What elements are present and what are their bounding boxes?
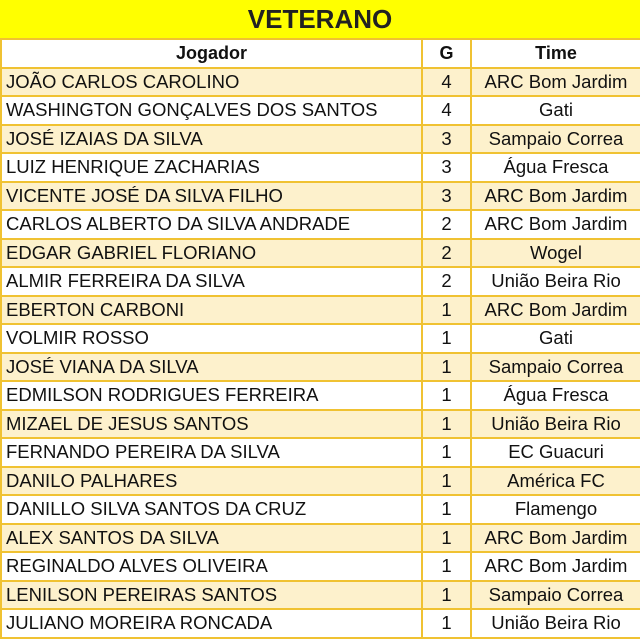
- team-cell: Água Fresca: [471, 381, 640, 410]
- goals-cell: 4: [422, 68, 471, 97]
- player-cell: WASHINGTON GONÇALVES DOS SANTOS: [1, 96, 422, 125]
- player-cell: DANILLO SILVA SANTOS DA CRUZ: [1, 495, 422, 524]
- team-cell: EC Guacuri: [471, 438, 640, 467]
- team-cell: União Beira Rio: [471, 410, 640, 439]
- goals-cell: 1: [422, 410, 471, 439]
- table-row: [1, 524, 640, 553]
- player-cell: JOSÉ IZAIAS DA SILVA: [1, 125, 422, 154]
- team-cell: Gati: [471, 324, 640, 353]
- goals-cell: 1: [422, 609, 471, 638]
- header-row: [1, 39, 640, 68]
- player-cell: ALMIR FERREIRA DA SILVA: [1, 267, 422, 296]
- goals-cell: 1: [422, 524, 471, 553]
- table-row: [1, 381, 640, 410]
- goals-cell: 1: [422, 438, 471, 467]
- player-cell: EDMILSON RODRIGUES FERREIRA: [1, 381, 422, 410]
- team-cell: ARC Bom Jardim: [471, 68, 640, 97]
- player-cell: LUIZ HENRIQUE ZACHARIAS: [1, 153, 422, 182]
- goals-cell: 1: [422, 581, 471, 610]
- goals-cell: 1: [422, 353, 471, 382]
- goals-cell: 4: [422, 96, 471, 125]
- table-row: [1, 96, 640, 125]
- goals-cell: 1: [422, 552, 471, 581]
- goals-cell: 1: [422, 381, 471, 410]
- player-cell: FERNANDO PEREIRA DA SILVA: [1, 438, 422, 467]
- table-row: [1, 410, 640, 439]
- goals-cell: 3: [422, 153, 471, 182]
- goals-cell: 2: [422, 267, 471, 296]
- player-cell: ALEX SANTOS DA SILVA: [1, 524, 422, 553]
- player-cell: DANILO PALHARES: [1, 467, 422, 496]
- table-row: [1, 153, 640, 182]
- table-row: [1, 182, 640, 211]
- goals-cell: 1: [422, 495, 471, 524]
- table-row: [1, 125, 640, 154]
- team-cell: Gati: [471, 96, 640, 125]
- team-cell: Sampaio Correa: [471, 125, 640, 154]
- header-team: Time: [471, 39, 640, 68]
- team-cell: Sampaio Correa: [471, 581, 640, 610]
- team-cell: ARC Bom Jardim: [471, 524, 640, 553]
- team-cell: ARC Bom Jardim: [471, 296, 640, 325]
- header-goals: G: [422, 39, 471, 68]
- player-cell: EDGAR GABRIEL FLORIANO: [1, 239, 422, 268]
- team-cell: Água Fresca: [471, 153, 640, 182]
- player-cell: JULIANO MOREIRA RONCADA: [1, 609, 422, 638]
- player-cell: VOLMIR ROSSO: [1, 324, 422, 353]
- goals-cell: 1: [422, 467, 471, 496]
- table-row: [1, 68, 640, 97]
- table-title: VETERANO: [0, 0, 640, 38]
- table-row: [1, 495, 640, 524]
- team-cell: Flamengo: [471, 495, 640, 524]
- goals-cell: 1: [422, 296, 471, 325]
- player-cell: REGINALDO ALVES OLIVEIRA: [1, 552, 422, 581]
- table-row: [1, 210, 640, 239]
- player-cell: MIZAEL DE JESUS SANTOS: [1, 410, 422, 439]
- table-row: [1, 581, 640, 610]
- team-cell: ARC Bom Jardim: [471, 210, 640, 239]
- table-row: [1, 324, 640, 353]
- player-cell: LENILSON PEREIRAS SANTOS: [1, 581, 422, 610]
- player-cell: CARLOS ALBERTO DA SILVA ANDRADE: [1, 210, 422, 239]
- table-row: [1, 296, 640, 325]
- scorers-table: [0, 38, 640, 639]
- table-row: [1, 239, 640, 268]
- goals-cell: 3: [422, 182, 471, 211]
- goals-cell: 1: [422, 324, 471, 353]
- player-cell: VICENTE JOSÉ DA SILVA FILHO: [1, 182, 422, 211]
- goals-cell: 3: [422, 125, 471, 154]
- table-row: [1, 552, 640, 581]
- table-row: [1, 353, 640, 382]
- team-cell: União Beira Rio: [471, 609, 640, 638]
- header-player: Jogador: [1, 39, 422, 68]
- goals-cell: 2: [422, 239, 471, 268]
- player-cell: EBERTON CARBONI: [1, 296, 422, 325]
- player-cell: JOSÉ VIANA DA SILVA: [1, 353, 422, 382]
- table-row: [1, 467, 640, 496]
- team-cell: ARC Bom Jardim: [471, 182, 640, 211]
- team-cell: Sampaio Correa: [471, 353, 640, 382]
- team-cell: Wogel: [471, 239, 640, 268]
- table-row: [1, 267, 640, 296]
- team-cell: América FC: [471, 467, 640, 496]
- goals-cell: 2: [422, 210, 471, 239]
- table-row: [1, 438, 640, 467]
- team-cell: União Beira Rio: [471, 267, 640, 296]
- player-cell: JOÃO CARLOS CAROLINO: [1, 68, 422, 97]
- team-cell: ARC Bom Jardim: [471, 552, 640, 581]
- table-row: [1, 609, 640, 638]
